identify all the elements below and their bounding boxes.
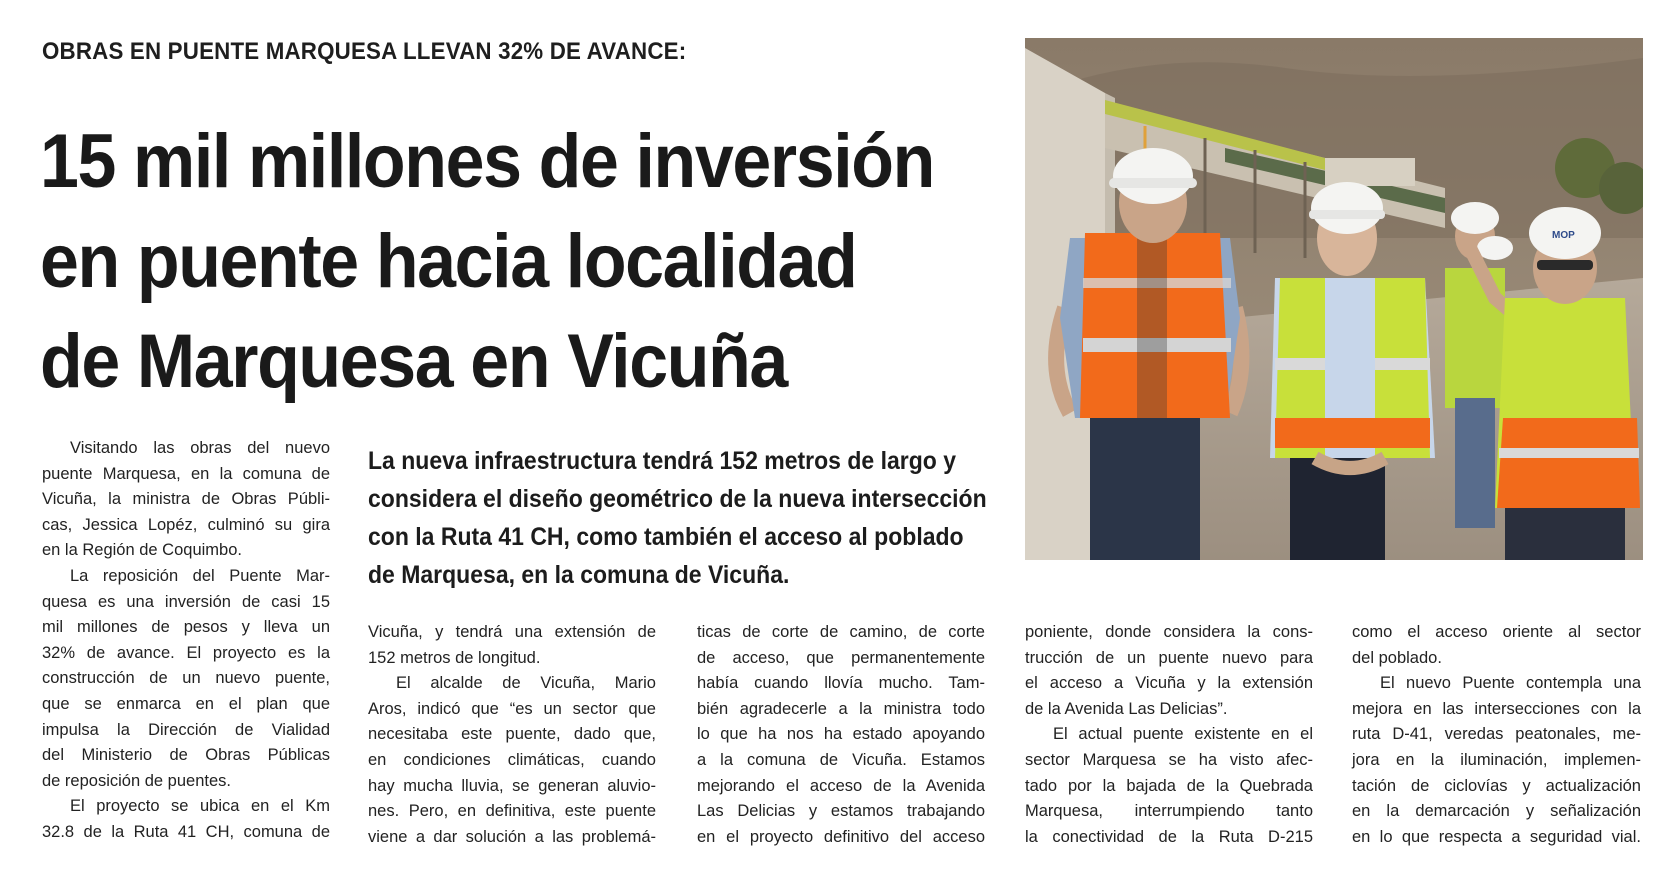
lead-line: de Marquesa, en la comuna de Vicuña. xyxy=(368,561,790,589)
hard-hat xyxy=(1113,148,1193,204)
body-line: Vicuña, y tendrá una extensión de xyxy=(368,623,656,641)
body-line: bién agradecerle a la ministra todo xyxy=(697,699,985,718)
body-line: El actual puente existente en el xyxy=(1053,725,1313,744)
body-column-4 xyxy=(1025,620,1313,850)
body-column-3 xyxy=(697,620,985,850)
body-line: sector Marquesa se ha visto afec- xyxy=(1025,750,1313,769)
article-kicker: OBRAS EN PUENTE MARQUESA LLEVAN 32% DE AVANCE: xyxy=(42,38,687,65)
body-line: que se enmarca en el plan que xyxy=(42,694,330,713)
lead-line: con la Ruta 41 CH, como también el acceso al poblado xyxy=(368,523,964,551)
body-line: viene a dar solución a las problemá- xyxy=(368,827,656,846)
body-line: ticas de corte de camino, de corte xyxy=(697,623,985,641)
body-line: tado por la bajada de la Quebrada xyxy=(1025,776,1313,795)
body-line: nes. Pero, en definitiva, este puente xyxy=(368,802,656,821)
body-line: Marquesa, interrumpiendo tanto xyxy=(1025,802,1313,821)
body-line: Visitando las obras del nuevo xyxy=(70,439,330,457)
body-line: de acceso, que permanentemente xyxy=(697,648,985,667)
body-line: Aros, indicó que “es un sector que xyxy=(368,699,656,718)
body-line: 32.8 de la Ruta 41 CH, comuna de xyxy=(42,822,330,841)
body-line: del Ministerio de Obras Públicas xyxy=(42,746,330,765)
body-line: impulsa la Dirección de Vialidad xyxy=(42,720,330,739)
body-line: trucción de un puente nuevo para xyxy=(1025,648,1313,667)
lead-line: La nueva infraestructura tendrá 152 metros de largo y xyxy=(368,447,956,475)
body-line: mil millones de pesos y lleva un xyxy=(42,618,330,637)
body-column-1 xyxy=(42,436,330,846)
body-line: en la Región de Coquimbo. xyxy=(42,541,242,560)
headline-line: de Marquesa en Vicuña xyxy=(40,319,787,404)
article-headline xyxy=(40,112,1000,412)
body-line: en la demarcación y señalización xyxy=(1352,802,1641,821)
body-line: Las Delicias y estamos trabajando xyxy=(697,802,985,821)
body-line: en el proyecto definitivo del acceso xyxy=(697,827,985,846)
body-line: de la Avenida Las Delicias”. xyxy=(1025,699,1228,718)
body-line: mejorando el acceso de la Avenida xyxy=(697,776,985,795)
body-line: jora en la iluminación, implemen- xyxy=(1352,750,1641,769)
body-line: la conectividad de la Ruta D-215 xyxy=(1025,827,1313,846)
construction-site-photo xyxy=(1025,38,1643,560)
body-line: el acceso a Vicuña y la extensión xyxy=(1025,674,1313,693)
body-line: El nuevo Puente contempla una xyxy=(1380,674,1641,693)
body-line: a la comuna de Vicuña. Estamos xyxy=(697,750,985,769)
article-lead xyxy=(368,442,1008,594)
body-line: poniente, donde considera la cons- xyxy=(1025,623,1313,641)
body-line: construcción de un nuevo puente, xyxy=(42,669,330,688)
hard-hat xyxy=(1311,182,1383,234)
body-line: cas, Jessica Lopéz, culminó su gira xyxy=(42,515,330,534)
body-line: hay mucha lluvia, se generan aluvio- xyxy=(368,776,656,795)
body-line: La reposición del Puente Mar- xyxy=(70,566,330,585)
body-line: Vicuña, la ministra de Obras Públi- xyxy=(42,490,330,509)
body-column-2 xyxy=(368,620,656,850)
body-line: de reposición de puentes. xyxy=(42,771,231,790)
body-line: El proyecto se ubica en el Km xyxy=(70,797,330,816)
body-line: había cuando llovía mucho. Tam- xyxy=(697,674,985,693)
body-line: en lo que respecta a seguridad vial. xyxy=(1352,827,1641,846)
helmet-badge: MOP xyxy=(1552,230,1575,241)
body-line: tación de ciclovías y actualización xyxy=(1352,776,1641,795)
lead-line: considera el diseño geométrico de la nueva intersección xyxy=(368,485,987,513)
body-line: lo que ha nos ha estado apoyando xyxy=(697,725,985,744)
body-line: 152 metros de longitud. xyxy=(368,648,541,667)
body-line: necesitaba este puente, dado que, xyxy=(368,725,656,744)
body-line: del poblado. xyxy=(1352,648,1442,667)
body-line: puente Marquesa, en la comuna de xyxy=(42,464,330,483)
article-photo xyxy=(1025,38,1643,560)
body-line: El alcalde de Vicuña, Mario xyxy=(396,674,656,693)
headline-line: 15 mil millones de inversión xyxy=(40,119,934,204)
headline-line: en puente hacia localidad xyxy=(40,219,857,304)
safety-vest xyxy=(1497,418,1640,508)
body-column-5 xyxy=(1352,620,1641,850)
body-line: como el acceso oriente al sector xyxy=(1352,623,1641,641)
body-line: mejora en las intersecciones con la xyxy=(1352,699,1641,718)
body-line: en condiciones climáticas, cuando xyxy=(368,750,656,769)
body-line: ruta D-41, veredas peatonales, me- xyxy=(1352,725,1641,744)
body-line: 32% de avance. El proyecto es la xyxy=(42,643,330,662)
body-line: quesa es una inversión de casi 15 xyxy=(42,592,330,611)
